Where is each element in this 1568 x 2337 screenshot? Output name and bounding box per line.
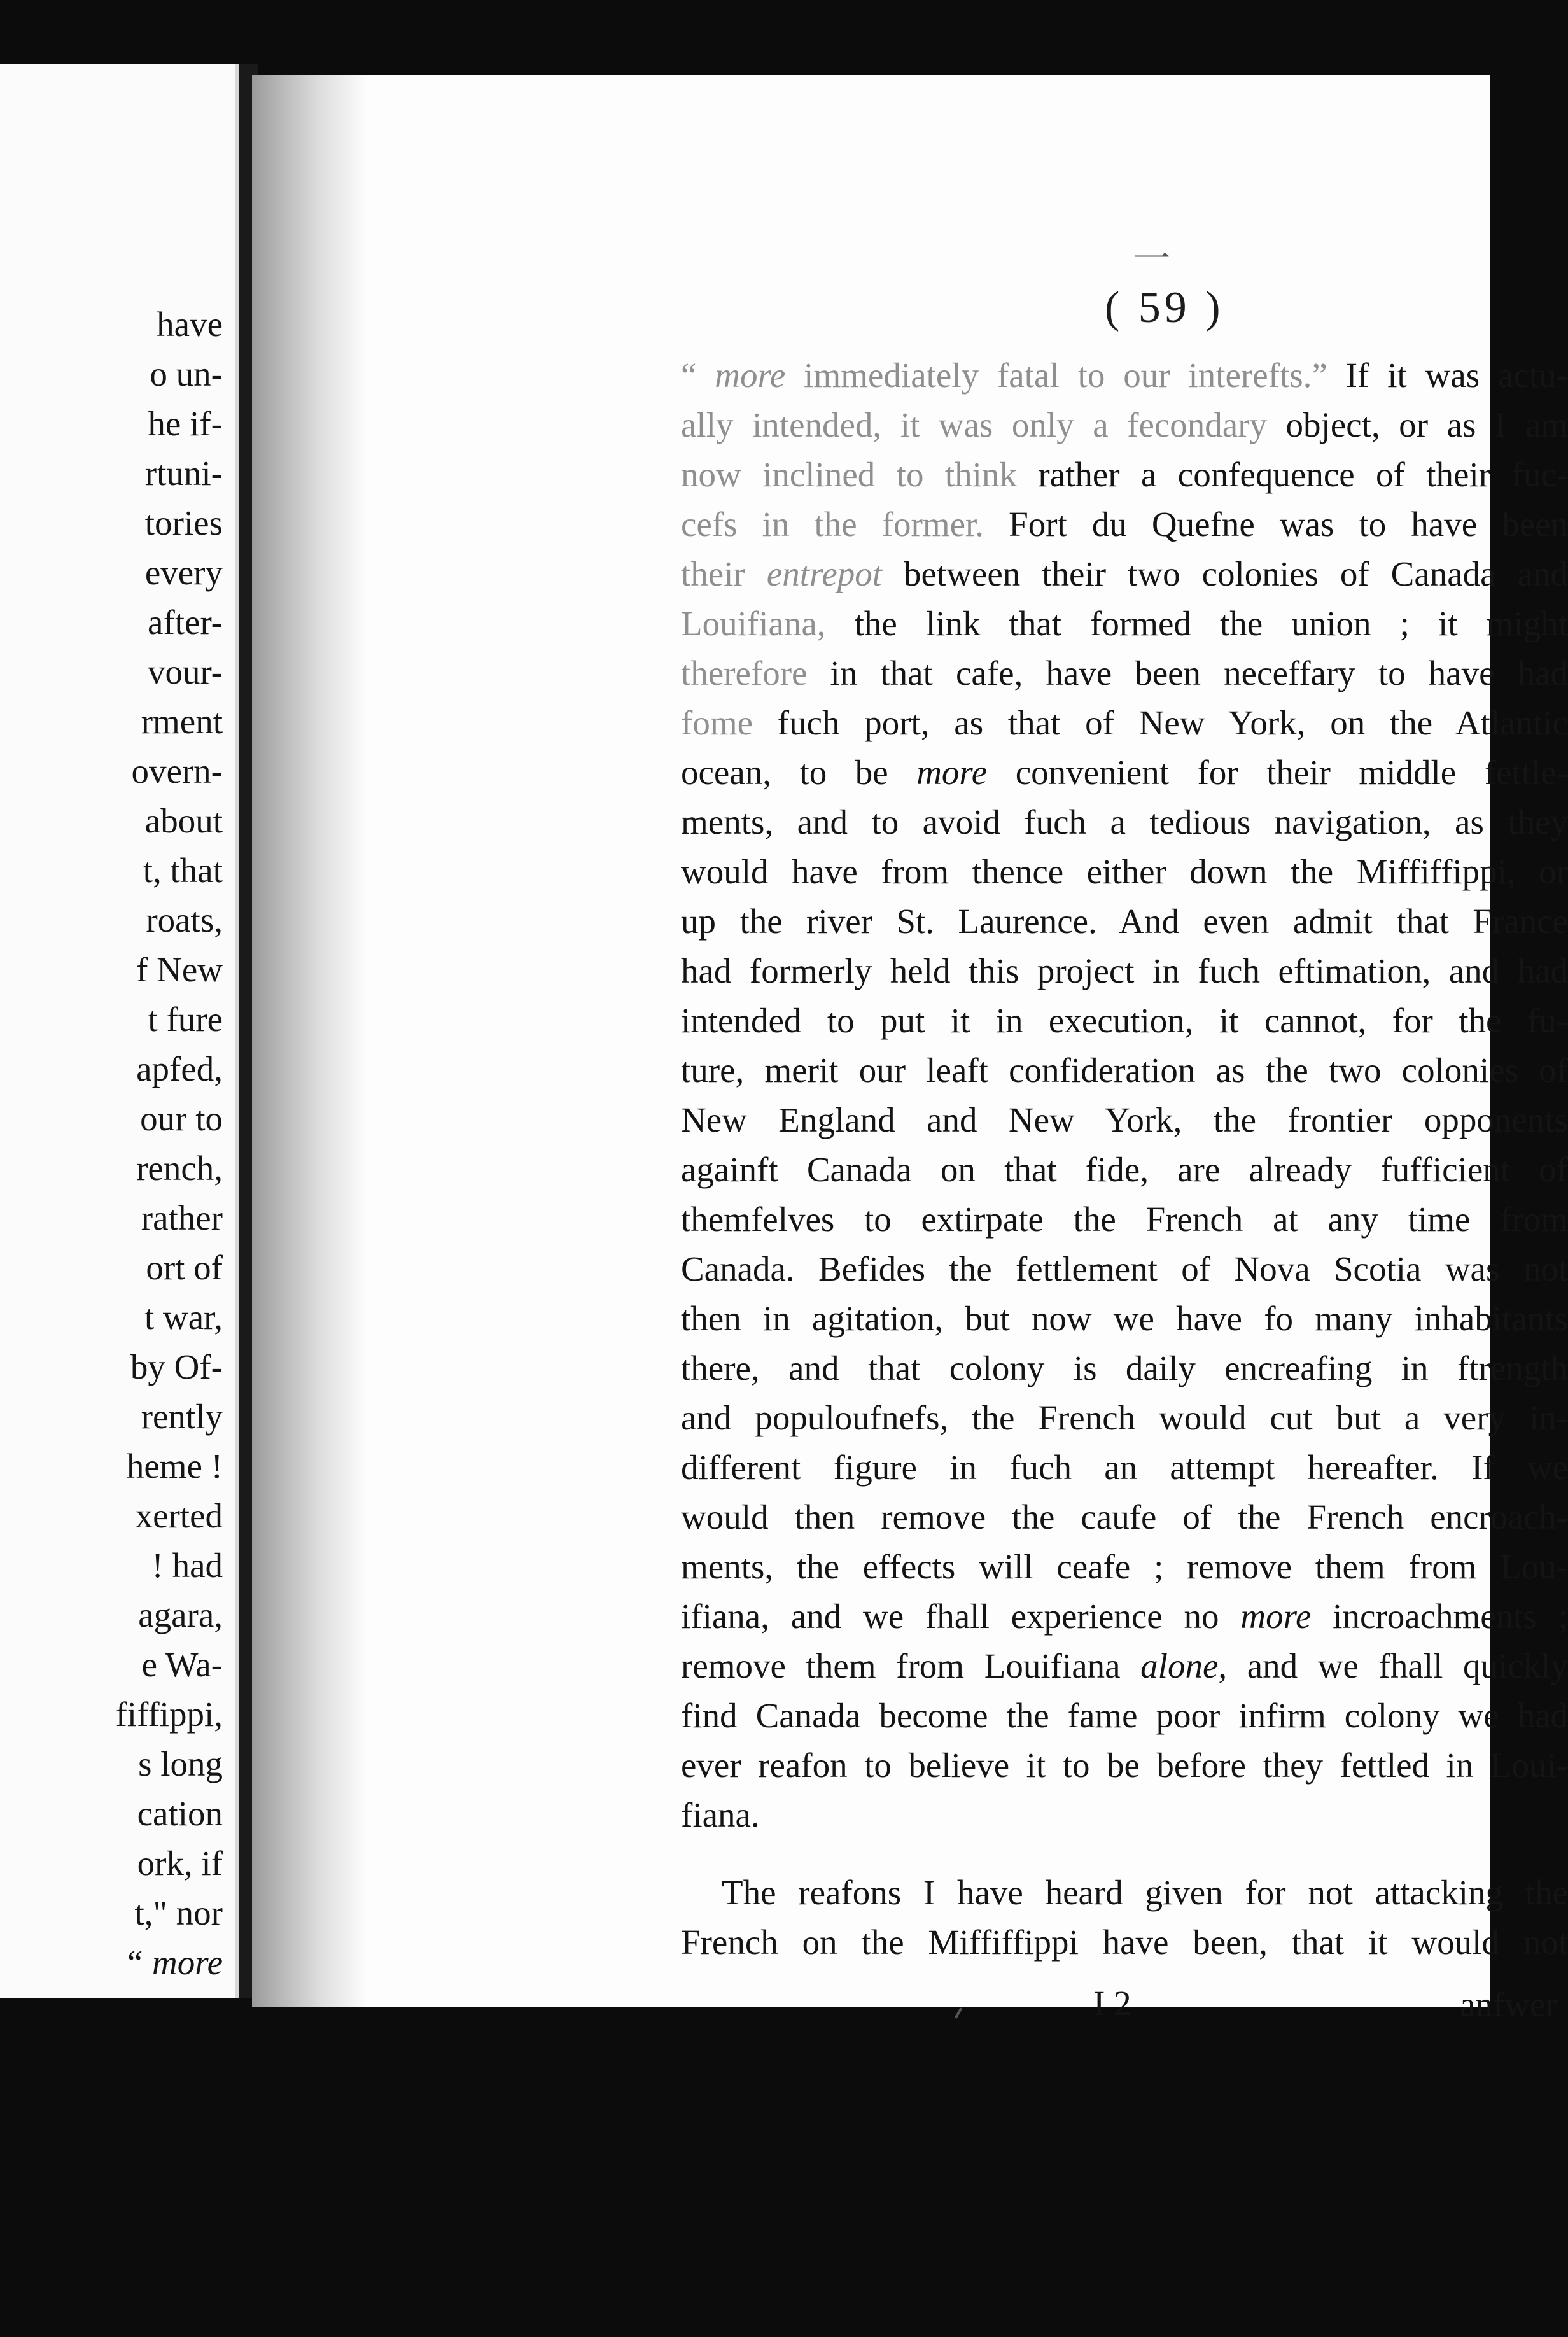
italic-word: more xyxy=(715,356,786,395)
left-page-line: he if- xyxy=(148,404,223,443)
left-page-line: cation xyxy=(137,1794,223,1833)
left-page-line: rather xyxy=(141,1198,223,1237)
left-page-line: vour- xyxy=(147,652,223,691)
left-page-line: f New xyxy=(136,950,223,989)
page-number: ( 59 ) xyxy=(1105,283,1224,332)
italic-word: more xyxy=(916,753,988,792)
text-line: ments, the effects will ceafe ; remove them from Lou- xyxy=(681,1547,1568,1586)
text-line: ments, and to avoid fuch a tedious navigation, as they xyxy=(681,803,1568,841)
left-page-line: about xyxy=(144,801,223,840)
text-line: Canada. Befides the fettlement of Nova Scotia was not xyxy=(681,1249,1568,1288)
text-line: fome fuch port, as that of New York, on the Atlantic xyxy=(681,703,1568,742)
left-page-line: roats, xyxy=(146,901,223,939)
left-page-line: overn- xyxy=(131,752,223,790)
italic-word: alone xyxy=(1140,1646,1219,1685)
left-page-line: have xyxy=(157,305,223,344)
spine-shadow xyxy=(252,75,367,2007)
text-line: therefore in that cafe, have been neceffary to have had xyxy=(681,654,1568,692)
text-line: ture, merit our leaft confideration as the two colonies of xyxy=(681,1051,1568,1090)
left-page-line: our to xyxy=(140,1099,223,1138)
left-page-line: t fure xyxy=(148,1000,223,1039)
left-page-line: rtuni- xyxy=(144,454,223,493)
left-page-line: after- xyxy=(148,603,223,642)
italic-word: entrepot xyxy=(766,554,883,593)
text-line: remove them from Louifiana alone, and we fhall quickly xyxy=(681,1646,1568,1685)
text-line: their entrepot between their two colonies of Canada and xyxy=(681,554,1568,593)
faded-ink: their entrepot xyxy=(681,554,883,593)
left-page-line: every xyxy=(144,553,223,592)
text-line: cefs in the former. Fort du Quefne was to have been xyxy=(681,505,1568,544)
left-page-line: by Of- xyxy=(130,1347,223,1386)
text-line: up the river St. Laurence. And even admit that France xyxy=(681,902,1568,941)
text-line: “ more immediately fatal to our interefts.” If it was actu- xyxy=(681,356,1568,395)
faded-ink: “ more immediately fatal to our interefts.” xyxy=(681,356,1327,395)
faded-ink: Louifiana, xyxy=(681,604,826,643)
text-line: New England and New York, the frontier opponents xyxy=(681,1100,1568,1139)
left-page xyxy=(0,64,239,1998)
left-page-line: s long xyxy=(138,1744,223,1783)
text-line: fiana. xyxy=(681,1795,760,1834)
text-line: French on the Miffiffippi have been, that it would not xyxy=(681,1923,1568,1962)
page-number-mark: ㆒ xyxy=(1133,237,1171,279)
left-page-line: rently xyxy=(141,1397,223,1436)
faded-ink: therefore xyxy=(681,654,808,692)
text-line: would have from thence either down the Miffiffippi, or xyxy=(681,852,1568,891)
faded-ink: now inclined to think xyxy=(681,455,1017,494)
text-line: there, and that colony is daily encreafing in ftrength xyxy=(681,1349,1568,1387)
left-page-line: “ more xyxy=(123,1943,223,1982)
text-line: different figure in fuch an attempt hereafter. If we xyxy=(681,1448,1568,1487)
left-page-line: tories xyxy=(144,503,223,542)
left-page-line: ort of xyxy=(146,1248,223,1287)
text-line: The reafons I have heard given for not attacking the xyxy=(722,1873,1568,1912)
left-page-line: e Wa- xyxy=(141,1645,223,1684)
signature-mark: I 2 xyxy=(1093,1984,1131,2023)
text-line: ifiana, and we fhall experience no more incroachments ; xyxy=(681,1597,1568,1636)
left-page-line: xerted xyxy=(135,1496,223,1535)
text-line: Louifiana, the link that formed the union ; it might xyxy=(681,604,1568,643)
faded-ink: ally intended, it was only a fecondary xyxy=(681,405,1268,444)
left-page-line: ! had xyxy=(151,1546,223,1585)
left-page-line: agara, xyxy=(138,1596,223,1634)
text-line: ever reafon to believe it to be before they fettled in Loui- xyxy=(681,1746,1568,1785)
text-line: ally intended, it was only a fecondary object, or as I am xyxy=(681,405,1568,444)
right-page xyxy=(252,75,1568,2024)
left-page-line: rment xyxy=(141,702,223,741)
text-line: now inclined to think rather a confequence of their fuc- xyxy=(681,455,1568,494)
italic-word: more xyxy=(1240,1597,1312,1636)
left-page-line: rench, xyxy=(136,1149,223,1188)
left-page-line: heme ! xyxy=(126,1447,223,1485)
text-line: and populoufnefs, the French would cut but a very in- xyxy=(681,1398,1568,1437)
faded-ink: cefs in the former. xyxy=(681,505,984,544)
left-page-line: t," nor xyxy=(134,1893,223,1932)
left-page-line: o un- xyxy=(150,354,223,393)
left-page-line: t, that xyxy=(143,851,223,890)
paper-speck xyxy=(955,2007,962,2019)
left-page-line: apfed, xyxy=(136,1049,223,1088)
text-line: would then remove the caufe of the French encroach- xyxy=(681,1498,1568,1536)
text-line: ocean, to be more convenient for their middle fettle- xyxy=(681,753,1568,792)
catchword: anfwer xyxy=(1460,1985,1557,2024)
faded-ink: fome xyxy=(681,703,753,742)
text-line: then in agitation, but now we have fo many inhabitants xyxy=(681,1299,1568,1338)
text-line: intended to put it in execution, it cannot, for the fu- xyxy=(681,1001,1568,1040)
text-line: had formerly held this project in fuch eftimation, and had xyxy=(681,951,1568,990)
text-line: againft Canada on that fide, are already fufficient of xyxy=(681,1150,1568,1189)
left-page-line: t war, xyxy=(144,1298,223,1337)
text-line: find Canada become the fame poor infirm colony we had xyxy=(681,1696,1568,1735)
left-page-line: fiffippi, xyxy=(115,1695,223,1734)
text-line: themfelves to extirpate the French at any time from xyxy=(681,1200,1568,1239)
left-page-line: ork, if xyxy=(137,1844,223,1883)
